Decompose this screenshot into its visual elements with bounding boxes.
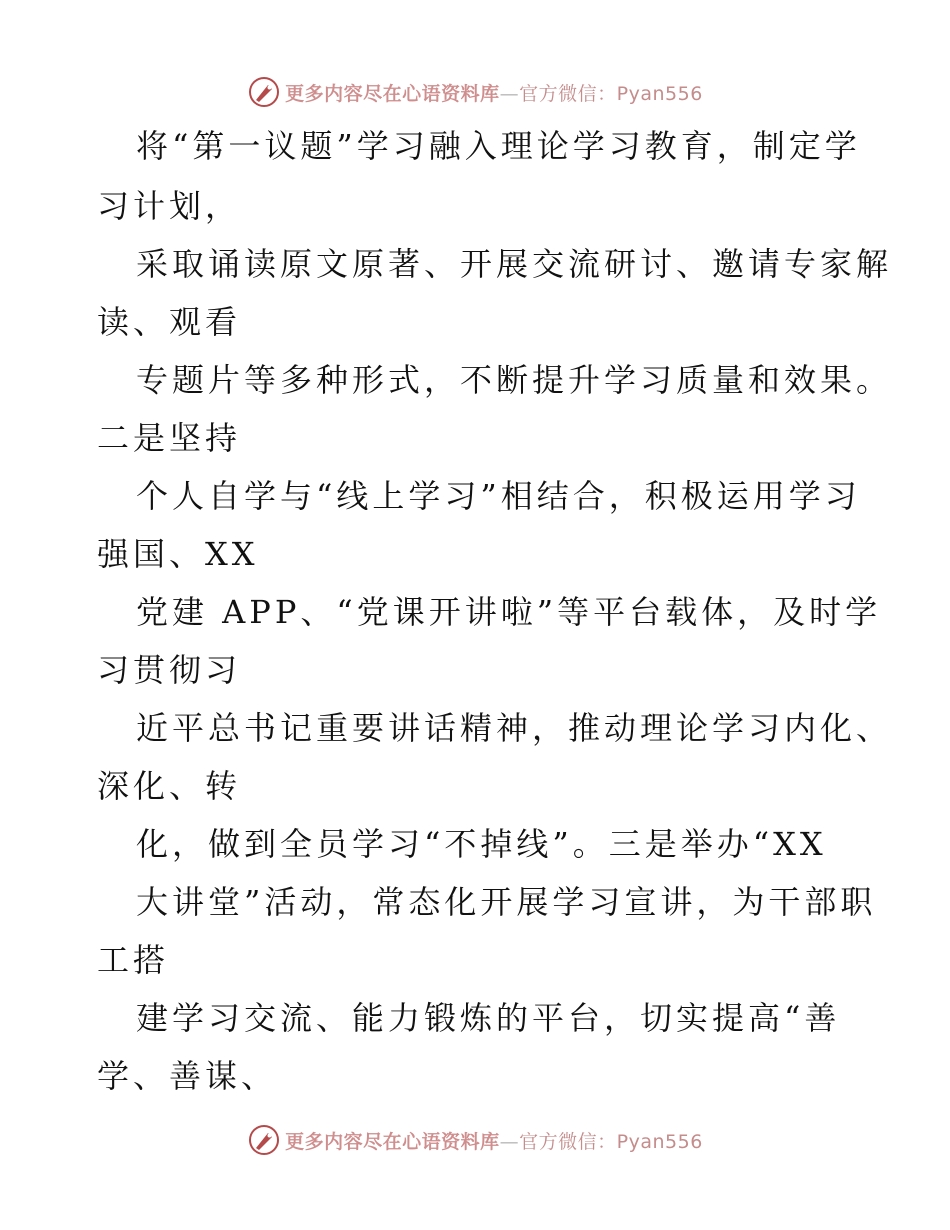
- body-line: 近平总书记重要讲话精神，推动理论学习内化、: [136, 709, 893, 747]
- pen-nib-seal-icon: [247, 1123, 281, 1157]
- body-line: 工搭: [97, 941, 170, 979]
- watermark-text: [285, 79, 703, 106]
- watermark-contact: 官方微信：Pyan556: [519, 82, 703, 105]
- header-watermark: [0, 72, 950, 112]
- body-line: 个人自学与“线上学习”相结合，积极运用学习: [136, 477, 861, 515]
- body-line: 党建 APP、“党课开讲啦”等平台载体，及时学: [136, 593, 882, 631]
- watermark-text: [285, 1127, 703, 1154]
- body-line: 学、善谋、: [97, 1057, 278, 1095]
- body-line: 建学习交流、能力锻炼的平台，切实提高“善: [136, 999, 841, 1037]
- pen-nib-seal-icon: [247, 75, 281, 109]
- footer-watermark: [0, 1120, 950, 1160]
- body-line: 读、观看: [97, 303, 242, 341]
- watermark-brand: 更多内容尽在心语资料库: [285, 1130, 500, 1153]
- body-line: 专题片等多种形式，不断提升学习质量和效果。: [136, 361, 893, 399]
- watermark-brand: 更多内容尽在心语资料库: [285, 82, 500, 105]
- watermark-separator: —: [499, 1130, 520, 1153]
- body-line: 二是坚持: [97, 419, 242, 457]
- body-line: 将“第一议题”学习融入理论学习教育，制定学: [136, 127, 861, 165]
- watermark-contact: 官方微信：Pyan556: [519, 1130, 703, 1153]
- body-line: 深化、转: [97, 767, 242, 805]
- body-line: 习计划，: [97, 187, 242, 225]
- body-line: 大讲堂”活动，常态化开展学习宣讲，为干部职: [136, 883, 877, 921]
- body-line: 强国、XX: [97, 535, 259, 573]
- watermark-separator: —: [499, 82, 520, 105]
- body-line: 化，做到全员学习“不掉线”。三是举办“XX: [136, 825, 827, 863]
- body-line: 习贯彻习: [97, 651, 242, 689]
- body-line: 采取诵读原文原著、开展交流研讨、邀请专家解: [136, 245, 893, 283]
